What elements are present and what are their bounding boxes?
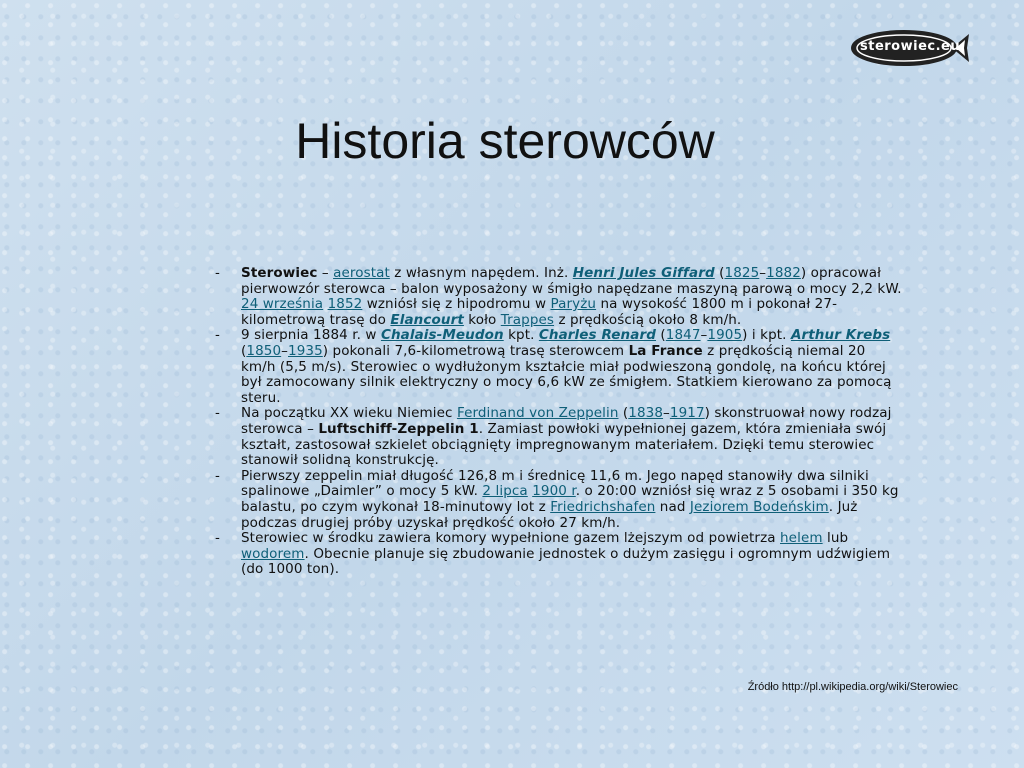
link-friedrichshafen[interactable]: Friedrichshafen (550, 498, 656, 515)
link-24-wrzesnia[interactable]: 24 września (241, 296, 324, 313)
text: . Obecnie planuje się zbudowanie jednostek o dużym zasięgu i ogromnym udźwigiem (do 1000 ton). (241, 545, 891, 578)
list-item (212, 531, 902, 578)
link-year-1882[interactable]: 1882 (766, 265, 801, 281)
list-item (212, 328, 902, 406)
text: z własnym napędem. Inż. (389, 265, 573, 281)
text: ( (656, 327, 666, 344)
text: na wysokość 1800 m i pokonał 27-kilometrową trasę do (241, 296, 838, 328)
link-1900-r[interactable]: 1900 r (532, 483, 576, 500)
text: . Już podczas drugiej próby uzyskał prędkość około 27 km/h. (241, 498, 858, 531)
list-item (212, 469, 902, 531)
text: – (759, 265, 767, 281)
link-year-1850[interactable]: 1850 (246, 342, 282, 359)
site-logo[interactable] (848, 26, 972, 70)
link-henri-jules-giffard[interactable]: Henri Jules Giffard (572, 265, 715, 281)
link-2-lipca[interactable]: 2 lipca (482, 483, 528, 500)
text: ) skonstruował nowy rodzaj sterowca – (241, 405, 892, 437)
text: Na początku XX wieku Niemiec (241, 405, 457, 422)
term-sterowiec: Sterowiec (241, 265, 318, 281)
list-item (212, 266, 902, 328)
text: ) pokonali 7,6-kilometrową trasę sterowcem (322, 342, 629, 359)
text: nad (655, 498, 690, 515)
link-trappes[interactable]: Trappes (500, 311, 555, 328)
list-item (212, 406, 902, 468)
text: . o 20:00 wzniósł się wraz z 5 osobami i 350 kg balastu, po czym wykonał 18-minutowy lot z (241, 483, 899, 515)
bullet-dash: - (215, 327, 220, 344)
text: – (663, 405, 670, 422)
text: – (700, 327, 708, 344)
link-year-1852[interactable]: 1852 (327, 296, 363, 313)
link-charles-renard[interactable]: Charles Renard (538, 327, 657, 344)
text: – (317, 265, 334, 281)
page-title: Historia sterowców (295, 113, 715, 169)
text: wzniósł się z hipodromu w (362, 296, 551, 313)
link-elancourt[interactable]: Elancourt (390, 311, 464, 328)
text: z prędkością niemal 20 km/h (5,5 m/s). Sterowiec o wydłużonym kształcie miał podwieszoną gondolę, na końcu której był zamocowany silnik elektryczny o mocy 6,6 kW ze śmigłem. Statkiem kierowano za pomocą steru. (241, 342, 892, 406)
source-citation: Źródło http://pl.wikipedia.org/wiki/Sterowiec (747, 681, 958, 693)
text: Pierwszy zeppelin miał długość 126,8 m i średnicę 11,6 m. Jego napęd stanowiły dwa silniki spalinowe „Daimler” o mocy 5 kW. (241, 467, 869, 500)
logo-text: sterowiec.eu (860, 39, 961, 54)
text: z prędkością około 8 km/h. (554, 311, 742, 328)
link-year-1825[interactable]: 1825 (724, 265, 760, 281)
text: kpt. (503, 327, 539, 344)
link-year-1917[interactable]: 1917 (669, 405, 705, 422)
text: ( (241, 342, 247, 359)
link-jezioro-bodenskie[interactable]: Jeziorem Bodeńskim (689, 498, 829, 515)
bullet-dash: - (215, 405, 220, 422)
text: ) opracował pierwowzór sterowca – balon wyposażony w śmigło napędzane maszyną parową o mocy 2,2 kW. (241, 265, 902, 297)
link-paryzu[interactable]: Paryżu (550, 296, 597, 313)
link-arthur-krebs[interactable]: Arthur Krebs (790, 327, 891, 344)
text: lub (822, 530, 849, 547)
term-la-france: La France (628, 342, 703, 359)
link-chalais-meudon[interactable]: Chalais-Meudon (380, 327, 504, 344)
text: ( (618, 405, 629, 422)
text: . Zamiast powłoki wypełnionej gazem, która zmieniała swój kształt, zastosował szkielet obciągnięty impregnowanym materiałem. Dzięki temu sterowiec stanowił solidną konstrukcję. (241, 420, 887, 469)
bullet-dash: - (215, 530, 220, 547)
link-ferdinand-von-zeppelin[interactable]: Ferdinand von Zeppelin (456, 405, 619, 422)
text: koło (463, 311, 501, 328)
link-year-1905[interactable]: 1905 (707, 327, 743, 344)
text: ( (714, 265, 725, 281)
text: 9 sierpnia 1884 r. w (241, 327, 381, 344)
link-year-1847[interactable]: 1847 (665, 327, 701, 344)
bullet-dash: - (215, 467, 220, 484)
text: ) i kpt. (742, 327, 791, 344)
link-wodorem[interactable]: wodorem (241, 545, 305, 562)
term-luftschiff-zeppelin: Luftschiff-Zeppelin 1 (318, 420, 479, 437)
link-aerostat[interactable]: aerostat (333, 265, 390, 281)
text: – (281, 342, 288, 359)
article-body (212, 266, 902, 578)
text: Sterowiec w środku zawiera komory wypełnione gazem lżejszym od powietrza (241, 530, 781, 547)
link-year-1838[interactable]: 1838 (628, 405, 664, 422)
bullet-dash: - (215, 265, 220, 281)
link-helem[interactable]: helem (780, 530, 823, 547)
link-year-1935[interactable]: 1935 (288, 342, 323, 359)
